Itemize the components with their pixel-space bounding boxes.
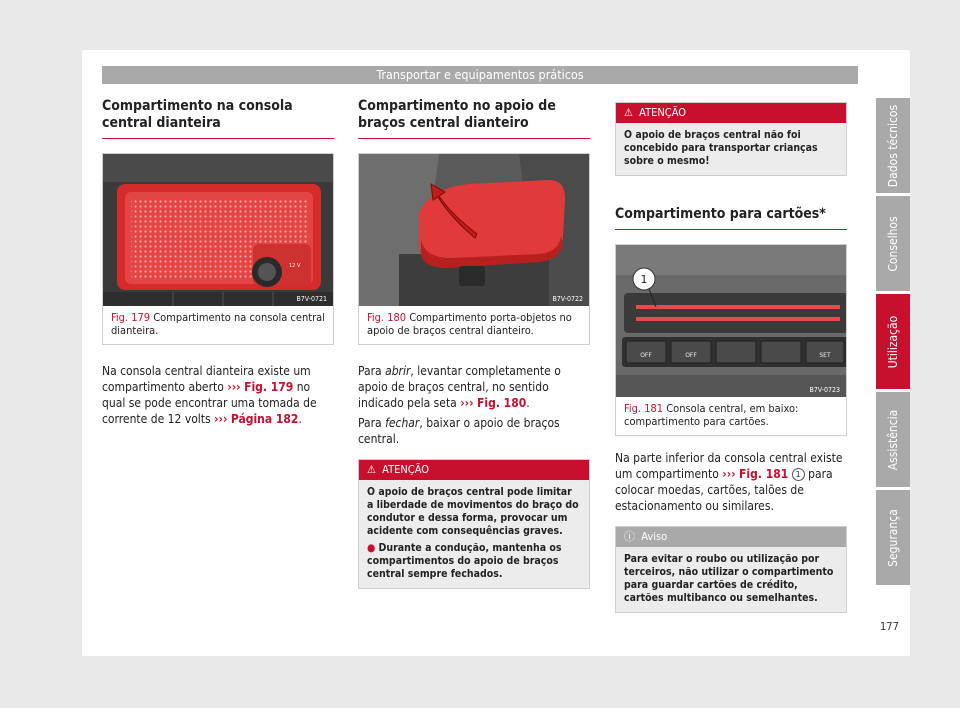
warning-triangle-icon: ⚠ bbox=[624, 106, 633, 119]
warning-text: O apoio de braços central pode limitar a liberdade de movimentos do braço do condutor e dessa forma, provocar um acidente com consequências graves. bbox=[367, 486, 579, 537]
fig-link[interactable]: Fig. 181 bbox=[739, 467, 789, 481]
section-heading-armrest: Compartimento no apoio de braços central dianteiro bbox=[358, 98, 590, 139]
open-paragraph: Para abrir, levantar completamente o apoio de braços central, no sentido indicado pela seta ››› Fig. 180. bbox=[358, 364, 561, 410]
console-paragraph: Na consola central dianteira existe um compartimento aberto ››› Fig. 179 no qual se pode encontrar uma tomada de corrente de 12 volts ››› Página 182. bbox=[102, 364, 317, 426]
warning-body bbox=[616, 123, 846, 175]
armrest-photo bbox=[359, 154, 589, 306]
note-body: Para evitar o roubo ou utilização por terceiros, não utilizar o compartimento para guardar cartões de crédito, cartões multibanco ou semelhantes. bbox=[616, 547, 846, 612]
button-label: OFF bbox=[640, 352, 652, 359]
fig-link[interactable]: Fig. 179 bbox=[244, 380, 294, 394]
warning-box bbox=[615, 102, 847, 176]
socket-label: 12 V bbox=[289, 263, 301, 269]
callout-number: 1 bbox=[792, 468, 805, 481]
console-photo bbox=[103, 154, 333, 306]
figure-caption-text: Compartimento na consola central dianteira. bbox=[111, 311, 325, 337]
warning-triangle-icon: ⚠ bbox=[367, 463, 376, 476]
warning-bullet: ● Durante a condução, mantenha os compartimentos do apoio de braços central sempre fechados. bbox=[367, 542, 562, 580]
section-heading-console: Compartimento na consola central dianteira bbox=[102, 98, 334, 139]
figure-caption bbox=[103, 306, 333, 344]
page-number: 177 bbox=[880, 620, 899, 633]
figure-number: Fig. 179 bbox=[111, 311, 151, 324]
figure-number: Fig. 180 bbox=[367, 311, 407, 324]
bullet-icon: ● bbox=[367, 542, 376, 554]
note-header: ⓘ Aviso bbox=[616, 527, 846, 547]
button-label: OFF bbox=[685, 352, 697, 359]
section-heading-cards: Compartimento para cartões* bbox=[615, 206, 847, 230]
figure-code: B7V-0721 bbox=[296, 295, 327, 303]
tab-conselhos[interactable]: Conselhos bbox=[876, 196, 910, 291]
figure-code: B7V-0723 bbox=[809, 386, 840, 394]
note-box bbox=[615, 526, 847, 613]
page-link[interactable]: Página 182 bbox=[230, 412, 299, 426]
figure-caption-text: Compartimento porta-objetos no apoio de braços central dianteiro. bbox=[367, 311, 572, 337]
fig-link[interactable]: Fig. 180 bbox=[477, 396, 527, 410]
warning-text: O apoio de braços central não foi concebido para transportar crianças sobre o mesmo! bbox=[624, 129, 818, 167]
column-3 bbox=[615, 102, 847, 613]
arrow-link[interactable]: ››› bbox=[214, 412, 228, 426]
column-2 bbox=[358, 98, 590, 589]
figure-179 bbox=[102, 153, 334, 345]
figure-code: B7V-0722 bbox=[552, 295, 583, 303]
warning-header: ⚠ ATENÇÃO bbox=[359, 460, 589, 480]
column-1 bbox=[102, 98, 334, 427]
figure-caption bbox=[616, 397, 846, 435]
button-label: SET bbox=[819, 352, 831, 359]
figure-180 bbox=[358, 153, 590, 345]
close-paragraph: Para fechar, baixar o apoio de braços central. bbox=[358, 416, 560, 446]
tab-seguranca[interactable]: Segurança bbox=[876, 490, 910, 585]
figure-181 bbox=[615, 244, 847, 436]
info-icon: ⓘ bbox=[624, 530, 635, 543]
chapter-header: Transportar e equipamentos práticos bbox=[102, 66, 858, 84]
warning-body bbox=[359, 480, 589, 588]
cards-paragraph: Na parte inferior da consola central existe um compartimento ››› Fig. 181 1 para colocar moedas, cartões, talões de estacionamento ou similares. bbox=[615, 451, 843, 513]
arrow-link[interactable]: ››› bbox=[460, 396, 474, 410]
warning-header: ⚠ ATENÇÃO bbox=[616, 103, 846, 123]
figure-number: Fig. 181 bbox=[624, 402, 664, 415]
arrow-link[interactable]: ››› bbox=[722, 467, 736, 481]
callout-number: 1 bbox=[640, 273, 648, 286]
tab-utilizacao[interactable]: Utilização bbox=[876, 294, 910, 389]
tab-assistencia[interactable]: Assistência bbox=[876, 392, 910, 487]
warning-box bbox=[358, 459, 590, 589]
tab-dados-tecnicos[interactable]: Dados técnicos bbox=[876, 98, 910, 193]
card-slot-photo bbox=[616, 245, 846, 397]
arrow-link[interactable]: ››› bbox=[227, 380, 241, 394]
figure-caption bbox=[359, 306, 589, 344]
figure-caption-text: Consola central, em baixo: compartimento para cartões. bbox=[624, 402, 799, 428]
